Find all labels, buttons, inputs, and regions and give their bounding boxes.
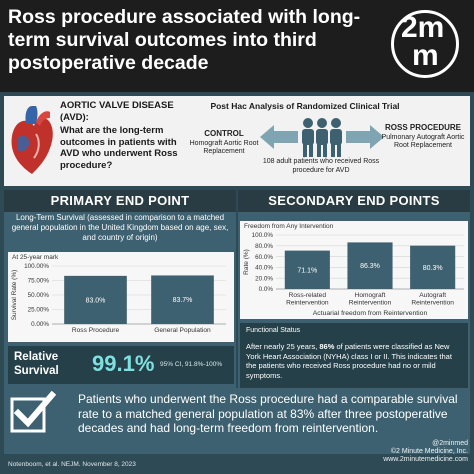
x-tick-label: Reintervention — [286, 299, 329, 307]
functional-text — [246, 342, 464, 380]
patients-count: 108 adult patients who received Ross procedure for AVD — [262, 158, 380, 174]
y-tick-label: 75.00% — [27, 277, 49, 285]
bar-value-label: 83.0% — [85, 297, 106, 305]
bar-value-label: 80.3% — [422, 264, 443, 272]
y-tick-label: 100.00% — [24, 263, 49, 271]
chart-title: At 25-year mark — [12, 254, 59, 261]
x-tick-label: Homograft — [354, 292, 386, 299]
x-tick-label: General Population — [154, 327, 211, 334]
control-group — [183, 130, 265, 157]
heart-icon — [8, 104, 56, 176]
y-axis-label: Rate (%) — [243, 249, 250, 275]
y-tick-label: 80.0% — [255, 243, 273, 250]
credit-block — [380, 440, 468, 465]
functional-bold-value: 86% — [319, 342, 335, 351]
y-tick-label: 40.0% — [255, 264, 273, 272]
relative-survival-label: Relative Survival — [14, 351, 59, 377]
chart-title: Freedom from Any Intervention — [244, 223, 334, 230]
x-axis-label: Actuarial freedom from Reintervention — [312, 310, 428, 317]
confidence-interval: 95% CI, 91.8%-100% — [160, 361, 223, 368]
x-tick-label: Ross-related — [288, 292, 327, 299]
y-tick-label: 50.00% — [27, 292, 49, 300]
primary-heading: PRIMARY END POINT — [4, 190, 236, 212]
avd-question: What are the long-term outcomes in patients with AVD who underwent Ross procedure? — [60, 125, 178, 171]
ross-desc: Pulmonary Autograft Aortic Root Replacement — [381, 133, 465, 150]
page-title: Ross procedure associated with long-term survival outcomes into third postoperative decade — [8, 6, 361, 74]
control-label: CONTROL — [204, 129, 244, 138]
website: www.2minutemedicine.com — [383, 456, 468, 464]
conclusion-text: Patients who underwent the Ross procedure had a comparable survival rate to a matched general population at 83% after three postoperative decades and had long-term freedom from reintervention. — [78, 392, 458, 435]
ross-group — [378, 124, 468, 151]
y-tick-label: 25.00% — [27, 306, 49, 314]
functional-title: Functional Status — [246, 327, 301, 334]
y-tick-label: 20.0% — [255, 275, 273, 283]
control-desc: Homograft Aortic Root Replacement — [189, 139, 259, 156]
avd-question-block — [60, 100, 180, 171]
survival-chart — [8, 252, 234, 342]
relative-survival-value: 99.1% — [92, 351, 155, 376]
x-tick-label: Ross Procedure — [71, 327, 120, 334]
trial-title: Post Hac Analysis of Randomized Clinical Trial — [210, 101, 400, 111]
y-tick-label: 60.0% — [255, 253, 273, 261]
x-tick-label: Reintervention — [348, 299, 392, 307]
bar-value-label: 83.7% — [172, 297, 193, 305]
functional-text-part1: After nearly 25 years, — [246, 342, 320, 351]
reintervention-chart-panel — [240, 221, 468, 319]
secondary-heading: SECONDARY END POINTS — [238, 190, 470, 212]
patients-icon — [258, 115, 386, 159]
ross-label: ROSS PROCEDURE — [384, 123, 461, 132]
logo-text-top: 2m — [401, 11, 445, 44]
x-tick-label: Reintervention — [411, 299, 454, 307]
y-tick-label: 0.0% — [258, 286, 273, 294]
bar-value-label: 71.1% — [297, 267, 318, 275]
copyright: ©2 Minute Medicine, Inc. — [390, 448, 468, 456]
y-tick-label: 100.0% — [251, 232, 273, 240]
x-tick-label: Autograft — [419, 292, 447, 299]
y-tick-label: 0.00% — [31, 321, 49, 329]
checkmark-icon — [10, 391, 56, 435]
survival-chart-panel — [8, 252, 234, 342]
brand-logo — [391, 10, 459, 78]
twitter-handle: @2minmed — [432, 440, 468, 447]
y-axis-label: Survival Rate (%) — [11, 269, 18, 321]
avd-title: AORTIC VALVE DISEASE (AVD): — [60, 100, 174, 123]
citation: Notenboom, et al. NEJM. November 8, 2023 — [8, 461, 136, 468]
functional-text-part2: of patients were classified as New York Heart Association (NYHA) class I or II. This indicates that the patients who received Ross procedure had no or mild symptoms. — [246, 342, 452, 380]
primary-description: Long-Term Survival (assessed in comparison to a matched general population in the United Kingdom based on age, sex, and country of origin) — [11, 213, 229, 242]
bar-value-label: 86.3% — [360, 263, 380, 271]
reintervention-chart — [240, 221, 468, 319]
logo-text-bottom: m — [412, 39, 439, 72]
